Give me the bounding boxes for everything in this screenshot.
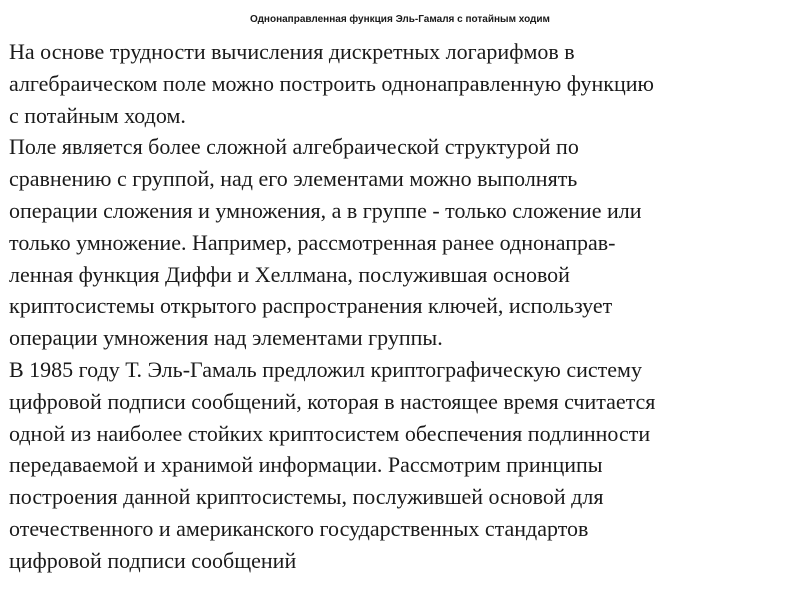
- text-line: цифровой подписи сообщений, которая в настоящее время считается: [9, 388, 656, 414]
- text-line: алгебраическом поле можно построить однонаправленную функцию: [9, 70, 654, 96]
- text-line: В 1985 году Т. Эль-Гамаль предложил криптографическую систему: [9, 356, 642, 382]
- text-line: На основе трудности вычисления дискретных логарифмов в: [9, 39, 575, 64]
- text-line: цифровой подписи сообщений: [9, 547, 297, 573]
- text-line: только умножение. Например, рассмотренная ранее однонаправ-: [9, 229, 616, 255]
- text-line: ленная функция Диффи и Хеллмана, послужившая основой: [9, 261, 570, 287]
- text-line: операции сложения и умножения, а в группе - только сложение или: [9, 197, 642, 223]
- text-line: операции умножения над элементами группы.: [9, 325, 443, 351]
- text-line: с потайным ходом.: [9, 102, 186, 128]
- text-line: передаваемой и хранимой информации. Рассмотрим принципы: [9, 452, 603, 478]
- document-body: [9, 36, 797, 577]
- text-line: криптосистемы открытого распространения ключей, использует: [9, 293, 613, 319]
- text-line: Поле является более сложной алгебраической структурой по: [9, 134, 579, 160]
- text-line: одной из наиболее стойких криптосистем обеспечения подлинности: [9, 420, 651, 446]
- text-line: построения данной криптосистемы, послужившей основой для: [9, 484, 604, 510]
- text-line: отечественного и американского государственных стандартов: [9, 515, 589, 541]
- text-line: сравнению с группой, над его элементами можно выполнять: [9, 166, 578, 192]
- document-title: Однонаправленная функция Эль-Гамаля с потайным ходим: [250, 14, 550, 25]
